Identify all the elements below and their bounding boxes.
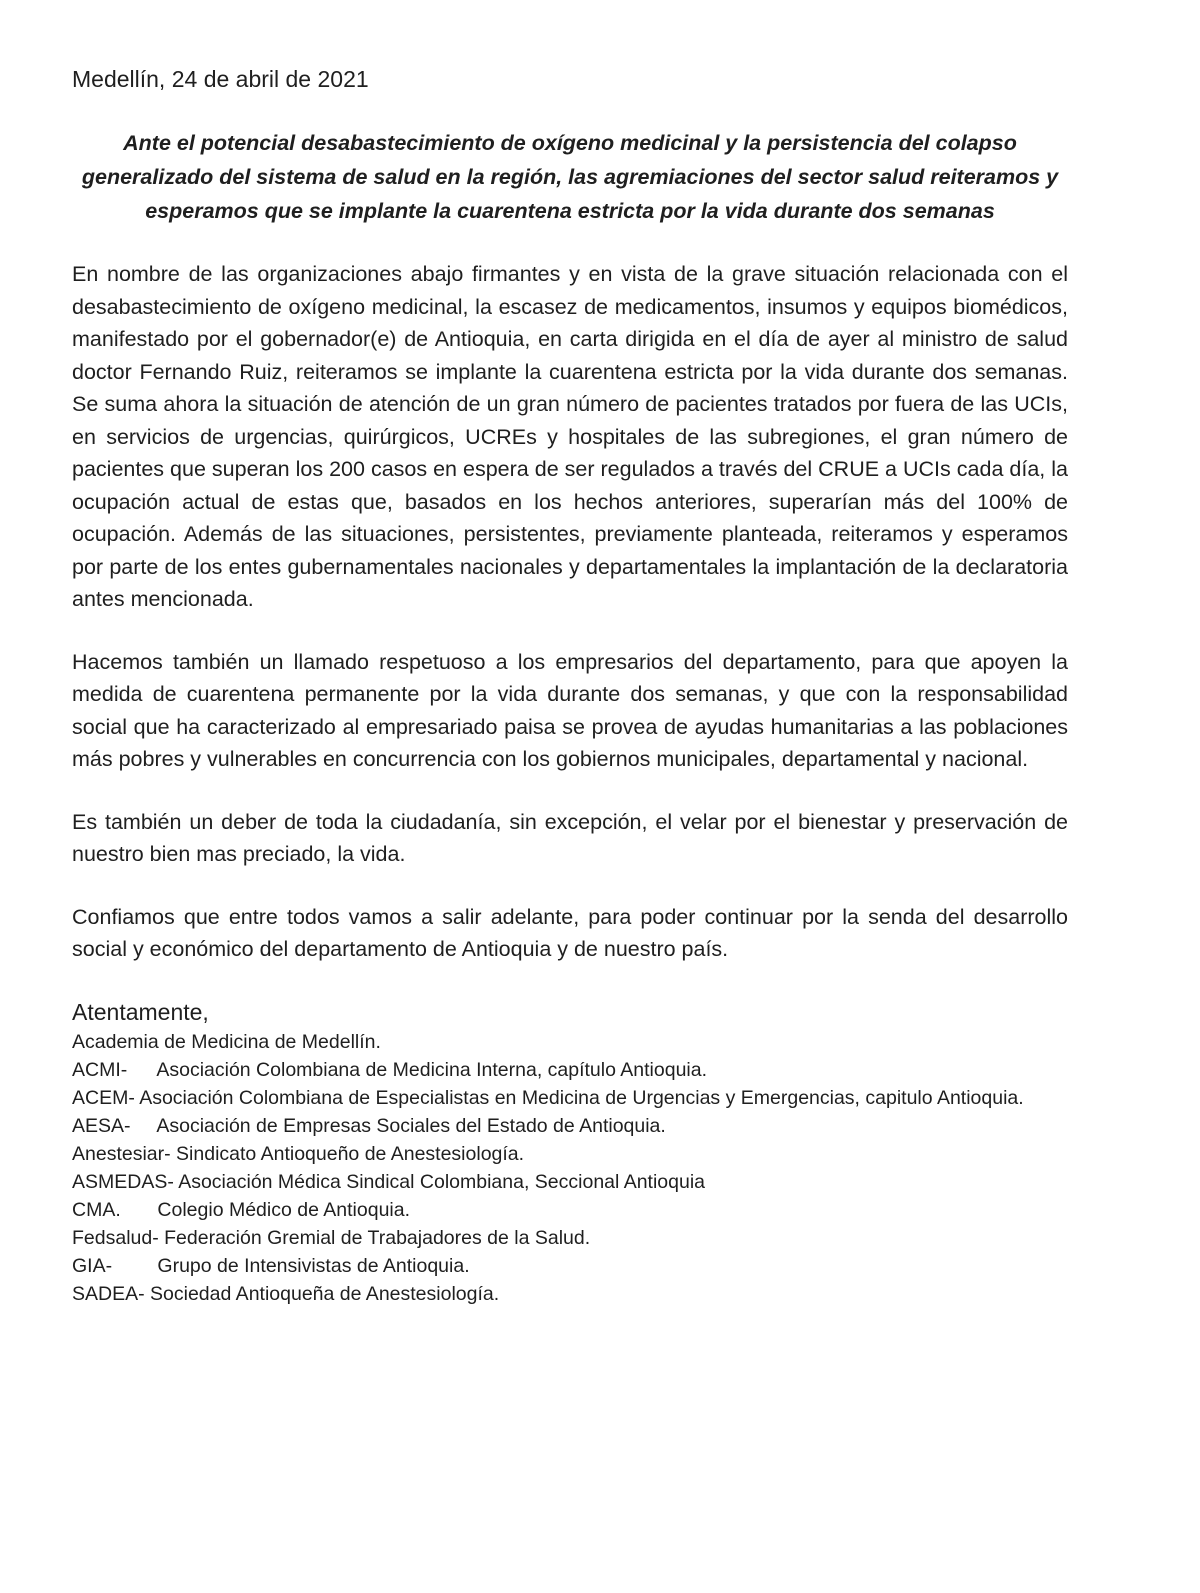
signatory-name: Asociación Médica Sindical Colombiana, Seccional Antioquia	[178, 1170, 706, 1193]
signatory-abbreviation: ACMI-	[72, 1058, 128, 1081]
letter-page	[72, 62, 1068, 1308]
body-paragraph-2: Hacemos también un llamado respetuoso a los empresarios del departamento, para que apoyen la medida de cuarentena permanente por la vida durante dos semanas, y que con la responsabilidad social que ha caracterizado al empresariado paisa se provea de ayudas humanitarias a las poblaciones más pobres y vulnerables en concurrencia con los gobiernos municipales, departamental y nacional.	[72, 649, 1068, 771]
signatory-name: Asociación de Empresas Sociales del Estado de Antioquia.	[156, 1114, 666, 1137]
signatory-item	[72, 1056, 1068, 1084]
signatory-abbreviation: ACEM-	[72, 1086, 135, 1109]
signatory-name: Asociación Colombiana de Medicina Interna, capítulo Antioquia.	[156, 1058, 708, 1081]
signatory-abbreviation: Fedsalud-	[72, 1226, 159, 1249]
signatory-list	[72, 1028, 1068, 1308]
signatory-abbreviation: ASMEDAS-	[72, 1170, 174, 1193]
date-line: Medellín, 24 de abril de 2021	[72, 66, 369, 92]
signatory-item	[72, 1140, 1068, 1168]
body-paragraph-1: En nombre de las organizaciones abajo firmantes y en vista de la grave situación relacionada con el desabastecimiento de oxígeno medicinal, la escasez de medicamentos, insumos y equipos biomédicos, manifestado por el gobernador(e) de Antioquia, en carta dirigida en el día de ayer al ministro de salud doctor Fernando Ruiz, reiteramos se implante la cuarentena estricta por la vida durante dos semanas. Se suma ahora la situación de atención de un gran número de pacientes tratados por fuera de las UCIs, en servicios de urgencias, quirúrgicos, UCREs y hospitales de las subregiones, el gran número de pacientes que superan los 200 casos en espera de ser regulados a través del CRUE a UCIs cada día, la ocupación actual de estas que, basados en los hechos anteriores, superarían más del 100% de ocupación. Además de las situaciones, persistentes, previamente planteada, reiteramos y esperamos por parte de los entes gubernamentales nacionales y departamentales la implantación de la declaratoria antes mencionada.	[72, 262, 1068, 611]
signatory-name: Colegio Médico de Antioquia.	[157, 1198, 411, 1221]
signatory-item	[72, 1084, 1068, 1112]
signatory-name: Asociación Colombiana de Especialistas en Medicina de Urgencias y Emergencias, capitulo Antioquia.	[139, 1086, 1024, 1109]
signatory-name: Academia de Medicina de Medellín.	[72, 1030, 381, 1053]
signatory-name: Sindicato Antioqueño de Anestesiología.	[176, 1142, 525, 1165]
headline: Ante el potencial desabastecimiento de oxígeno medicinal y la persistencia del colapso generalizado del sistema de salud en la región, las agremiaciones del sector salud reiteramos y esperamos que se implante la cuarentena estricta por la vida durante dos semanas	[81, 131, 1059, 223]
signatory-item	[72, 1028, 1068, 1056]
signatory-name: Federación Gremial de Trabajadores de la Salud.	[164, 1226, 591, 1249]
signatory-name: Sociedad Antioqueña de Anestesiología.	[150, 1282, 500, 1305]
signatory-abbreviation: SADEA-	[72, 1282, 145, 1305]
signatory-name: Grupo de Intensivistas de Antioquia.	[157, 1254, 470, 1277]
signatory-abbreviation: Anestesiar-	[72, 1142, 171, 1165]
signatory-item	[72, 1112, 1068, 1140]
body-paragraph-3: Es también un deber de toda la ciudadanía, sin excepción, el velar por el bienestar y preservación de nuestro bien mas preciado, la vida.	[72, 809, 1068, 866]
signatory-item	[72, 1280, 1068, 1308]
signatory-abbreviation: CMA.	[72, 1198, 121, 1221]
closing: Atentamente,	[72, 998, 209, 1025]
signatory-item	[72, 1168, 1068, 1196]
signatory-abbreviation: AESA-	[72, 1114, 131, 1137]
body-paragraph-4: Confiamos que entre todos vamos a salir adelante, para poder continuar por la senda del desarrollo social y económico del departamento de Antioquia y de nuestro país.	[72, 904, 1068, 961]
signatory-item	[72, 1224, 1068, 1252]
signatory-item	[72, 1252, 1068, 1280]
signatory-item	[72, 1196, 1068, 1224]
signatory-abbreviation: GIA-	[72, 1254, 113, 1277]
